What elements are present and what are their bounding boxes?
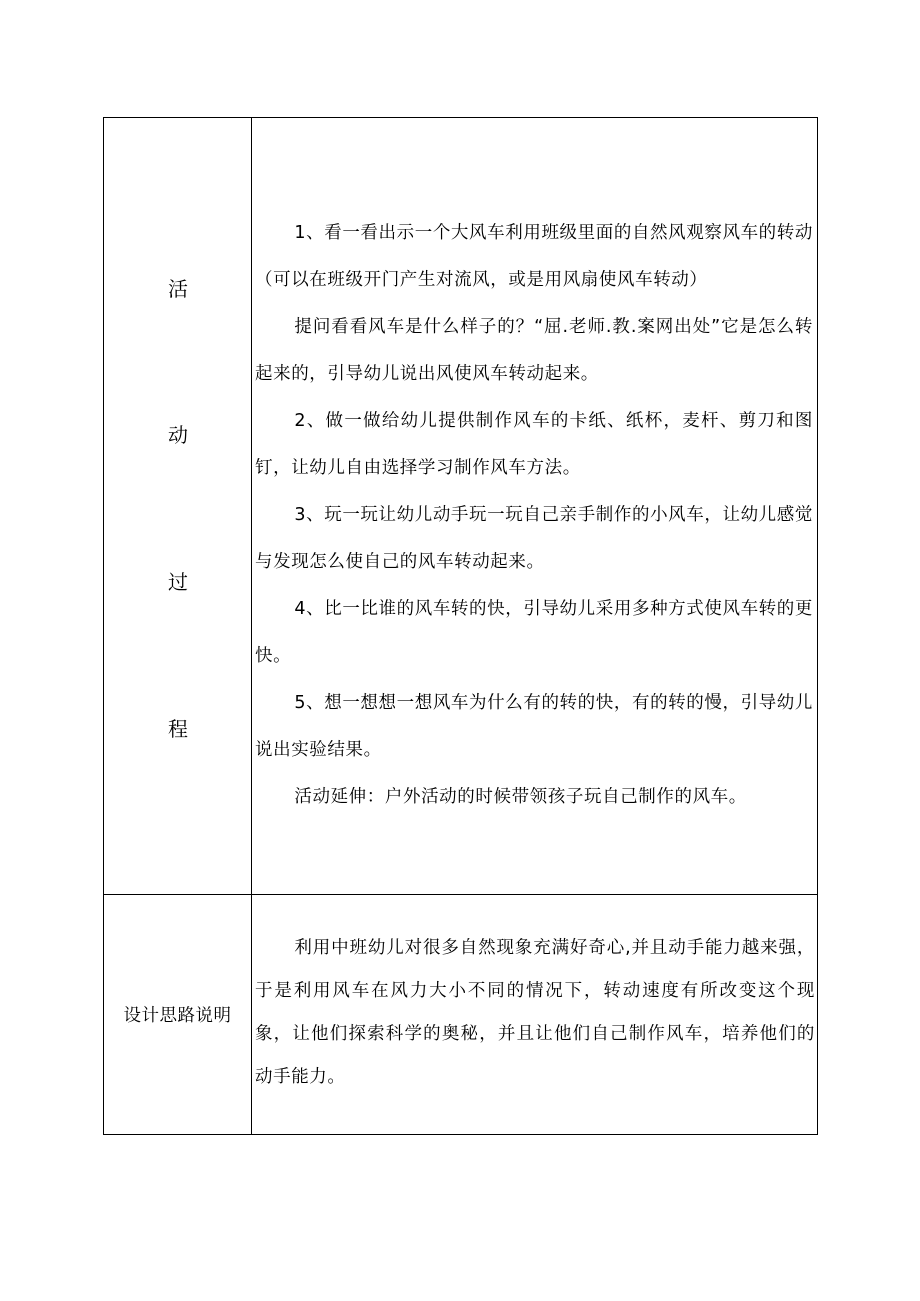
activity-process-text: [252, 118, 817, 821]
label-char: 活: [168, 277, 188, 301]
design-paragraph: 利用中班幼儿对很多自然现象充满好奇心,并且动手能力越来强，于是利用风车在风力大小不同的情况下，转动速度有所改变这个现象，让他们探索科学的奥秘，并且让他们自己制作风车，培养他们的动手能力。: [255, 938, 815, 1087]
design-rationale-label-cell: [104, 895, 252, 1135]
activity-process-label-cell: [104, 118, 252, 895]
activity-process-row: [104, 118, 818, 895]
label-char: 程: [168, 717, 188, 741]
design-rationale-text: [252, 895, 817, 1099]
process-paragraph: 活动延伸：户外活动的时候带领孩子玩自己制作的风车。: [294, 787, 747, 807]
process-paragraph: 5、想一想想一想风车为什么有的转的快，有的转的慢，引导幼儿说出实验结果。: [255, 693, 813, 760]
process-paragraph: 3、玩一玩让幼儿动手玩一玩自己亲手制作的小风车，让幼儿感觉与发现怎么使自己的风车转动起来。: [255, 505, 813, 572]
process-paragraph: 1、看一看出示一个大风车利用班级里面的自然风观察风车的转动（可以在班级开门产生对流风，或是用风扇使风车转动）: [255, 223, 813, 290]
process-paragraph: 提问看看风车是什么样子的？“屈.老师.教.案网出处”它是怎么转起来的，引导幼儿说出风使风车转动起来。: [255, 317, 813, 384]
lesson-plan-table: [103, 117, 818, 1135]
design-rationale-row: [104, 895, 818, 1135]
design-rationale-content-cell: [252, 895, 818, 1135]
process-paragraph: 4、比一比谁的风车转的快，引导幼儿采用多种方式使风车转的更快。: [255, 599, 813, 666]
activity-process-content-cell: [252, 118, 818, 895]
process-paragraph: 2、做一做给幼儿提供制作风车的卡纸、纸杯，麦杆、剪刀和图钉，让幼儿自由选择学习制作风车方法。: [255, 411, 813, 478]
label-char: 过: [168, 570, 188, 594]
label-char: 动: [168, 423, 188, 447]
activity-process-label: [104, 118, 251, 894]
design-rationale-label: 设计思路说明: [123, 1006, 232, 1026]
